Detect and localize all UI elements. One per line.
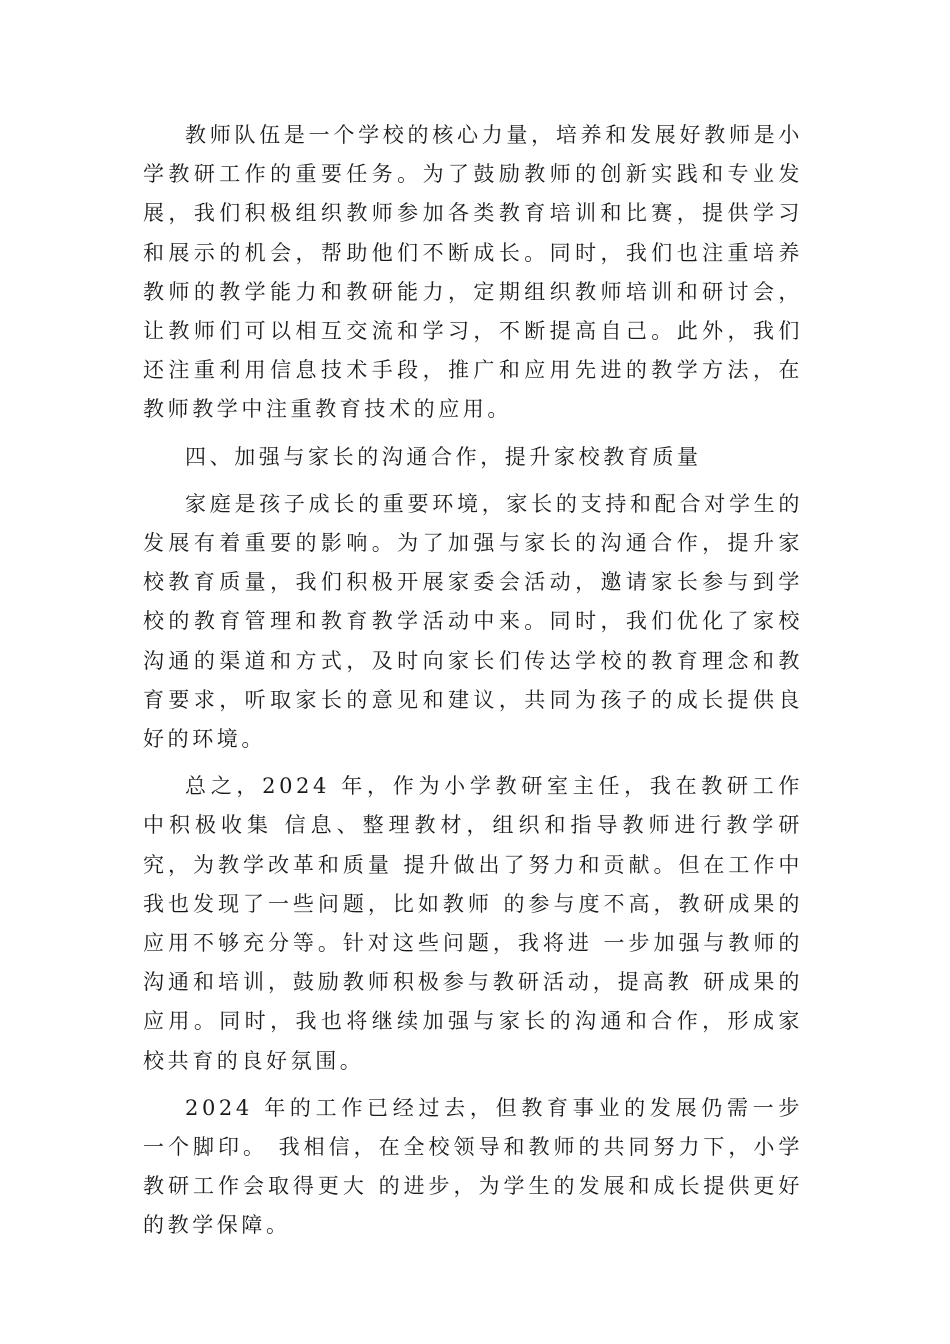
paragraph-teacher-development: 教师队伍是一个学校的核心力量，培养和发展好教师是小学教研工作的重要任务。为了鼓励教师的创新实践和专业发展，我们积极组织教师参加各类教育培训和比赛，提供学习和展示的机会，帮助他们不断成长。同时，我们也注重培养教师的教学能力和教研能力，定期组织教师培训和研讨会，让教师们可以相互交流和学习，不断提高自己。此外，我们还注重利用信息技术手段，推广和应用先进的教学方法，在教师教学中注重教育技术的应用。 [143,123,803,422]
paragraph-parent-communication: 家庭是孩子成长的重要环境，家长的支持和配合对学生的发展有着重要的影响。为了加强与家长的沟通合作，提升家校教育质量，我们积极开展家委会活动，邀请家长参与到学校的教育管理和教育教学活动中来。同时，我们优化了家校沟通的渠道和方式，及时向家长们传达学校的教育理念和教育要求，听取家长的意见和建议，共同为孩子的成长提供良好的环境。 [143,491,803,752]
document-body [143,116,803,1246]
section-heading-parent-cooperation: 四、加强与家长的沟通合作，提升家校教育质量 [185,444,702,469]
paragraph-outlook: 2024 年的工作已经过去，但教育事业的发展仍需一步一个脚印。 我相信，在全校领导和教师的共同努力下，小学教研工作会取得更大 的进步，为学生的发展和成长提供更好的教学保障。 [143,1095,803,1238]
paragraph-summary: 总之，2024 年，作为小学教研室主任，我在教研工作中积极收集 信息、整理教材，组织和指导教师进行教学研究，为教学改革和质量 提升做出了努力和贡献。但在工作中我也发现了一些问题，比如教师 的参与度不高，教研成果的应用不够充分等。针对这些问题，我将进 一步加强与教师的沟通和培训，鼓励教师积极参与教研活动，提高教 研成果的应用。同时，我也将继续加强与家长的沟通和合作，形成家 校共育的良好氛围。 [143,774,803,1073]
